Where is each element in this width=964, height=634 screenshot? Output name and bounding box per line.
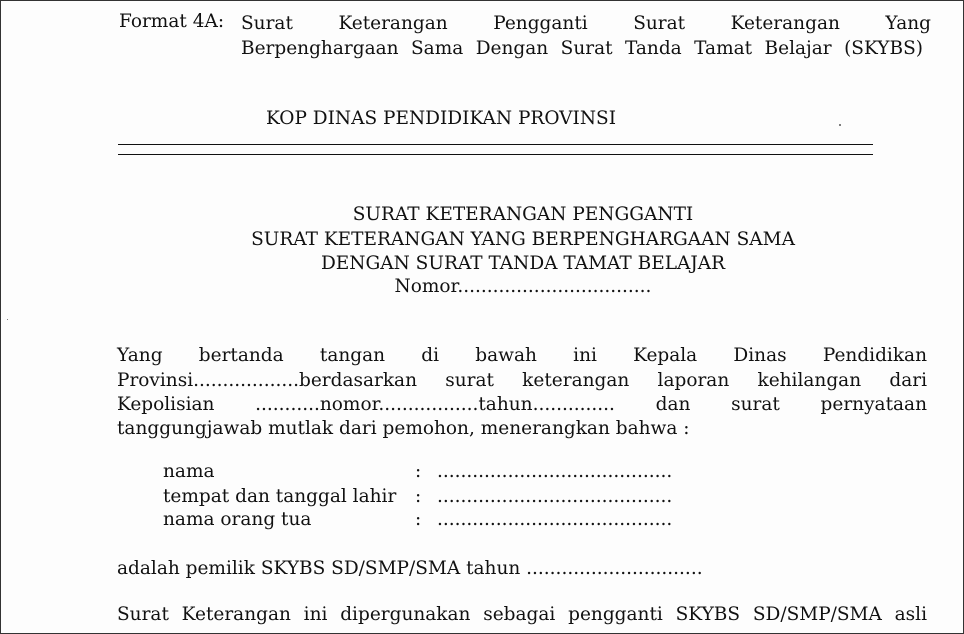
intro-line2: Provinsi..................berdasarkan surat keterangan laporan kehilangan dari [117,370,927,391]
field-value-orang-tua: ........................................ [437,509,673,530]
doc-number: Nomor................................. [394,276,652,297]
scan-speck [839,124,841,126]
field-colon-orang-tua: : [415,509,422,530]
field-label-orang-tua: nama orang tua [163,509,312,530]
owner-line: adalah pemilik SKYBS SD/SMP/SMA tahun .............................. [117,558,703,579]
field-label-ttl: tempat dan tanggal lahir [163,486,397,507]
format-label: Format 4A: [119,11,225,32]
doc-title-line2: SURAT KETERANGAN YANG BERPENGHARGAAN SAMA [251,229,795,250]
intro-line1: Yang bertanda tangan di bawah ini Kepala Dinas Pendidikan [117,345,927,366]
divider-line-top [118,144,873,145]
usage-line: Surat Keterangan ini dipergunakan sebagai pengganti SKYBS SD/SMP/SMA asli [117,604,927,625]
kop-heading: KOP DINAS PENDIDIKAN PROVINSI [265,108,617,129]
format-title-line1: Surat Keterangan Pengganti Surat Keterangan Yang [241,13,931,34]
doc-title-line1: SURAT KETERANGAN PENGGANTI [352,204,694,225]
divider-line-bottom [118,154,873,155]
scan-speck-left [7,319,8,320]
intro-line4: tanggungjawab mutlak dari pemohon, menerangkan bahwa : [117,418,690,439]
usage-line-cut [117,625,207,634]
format-title-line2: Berpenghargaan Sama Dengan Surat Tanda Tamat Belajar (SKYBS) [241,38,923,59]
doc-title-line3: DENGAN SURAT TANDA TAMAT BELAJAR [320,253,726,274]
field-colon-nama: : [415,461,422,482]
field-colon-ttl: : [415,486,422,507]
intro-line3: Kepolisian ...........nomor.................tahun.............. dan surat pernyataan [117,394,927,415]
field-value-ttl: ........................................ [437,486,673,507]
field-value-nama: ........................................ [437,461,673,482]
field-label-nama: nama [163,461,215,482]
